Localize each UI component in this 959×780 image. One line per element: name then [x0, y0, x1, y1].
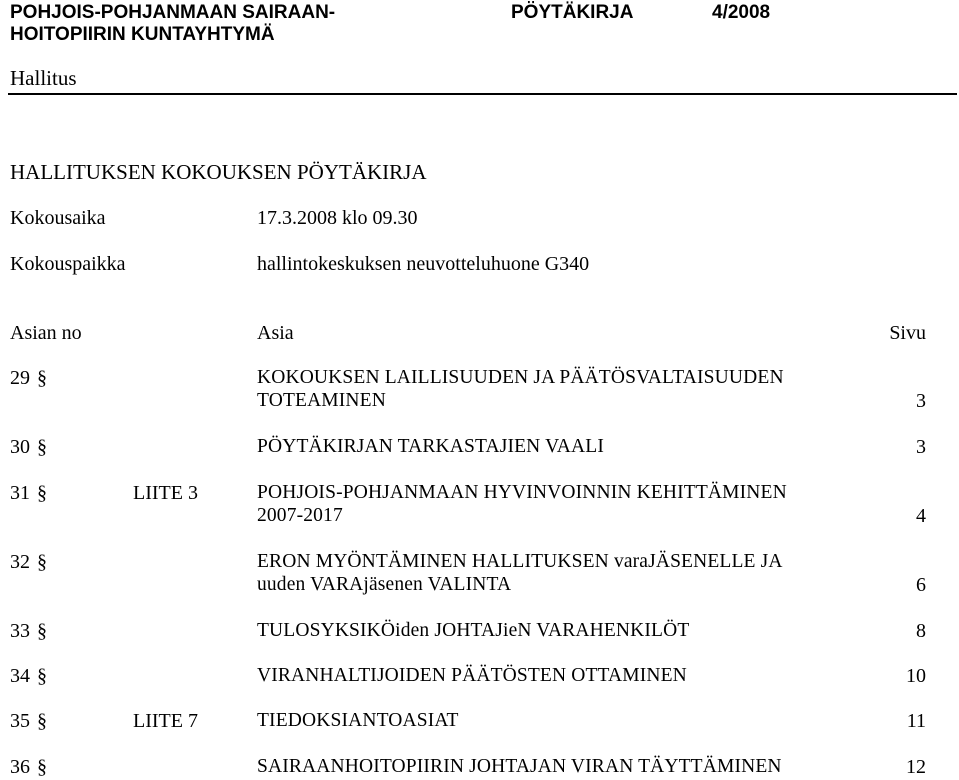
item-page: 3: [916, 436, 926, 458]
item-attachment: LIITE 7: [133, 710, 198, 732]
item-title-line: POHJOIS-POHJANMAAN HYVINVOINNIN KEHITTÄMINEN: [257, 482, 787, 503]
agenda-item: [0, 436, 959, 460]
header-divider: [8, 93, 957, 95]
item-title-line: KOKOUKSEN LAILLISUUDEN JA PÄÄTÖSVALTAISUUDEN: [257, 367, 784, 388]
item-page: 3: [916, 390, 926, 412]
section-sign: §: [37, 436, 47, 458]
meeting-time-value: 17.3.2008 klo 09.30: [257, 207, 418, 229]
item-page: 11: [906, 710, 926, 732]
agenda-item: [0, 367, 959, 413]
doc-type: PÖYTÄKIRJA: [511, 2, 634, 23]
section-sign: §: [37, 482, 47, 504]
agenda-item: [0, 665, 959, 689]
meeting-time-label: Kokousaika: [10, 207, 106, 229]
section-sign: §: [37, 551, 47, 573]
item-attachment: LIITE 3: [133, 482, 198, 504]
item-number: 29: [10, 367, 30, 389]
column-header-no: Asian no: [10, 322, 82, 344]
column-header-sivu: Sivu: [889, 322, 926, 344]
section-sign: §: [37, 367, 47, 389]
item-title-line: VIRANHALTIJOIDEN PÄÄTÖSTEN OTTAMINEN: [257, 665, 687, 686]
item-title-line: TIEDOKSIANTOASIAT: [257, 710, 459, 731]
item-number: 34: [10, 665, 30, 687]
item-page: 12: [906, 756, 926, 778]
section-sign: §: [37, 620, 47, 642]
item-number: 30: [10, 436, 30, 458]
item-title-line: PÖYTÄKIRJAN TARKASTAJIEN VAALI: [257, 436, 604, 457]
item-number: 35: [10, 710, 30, 732]
meeting-place-label: Kokouspaikka: [10, 253, 126, 275]
governing-body: Hallitus: [10, 66, 77, 90]
section-sign: §: [37, 710, 47, 732]
agenda-item: [0, 620, 959, 644]
meeting-place-value: hallintokeskuksen neuvotteluhuone G340: [257, 253, 590, 275]
item-title-line: 2007-2017: [257, 505, 343, 526]
item-page: 4: [916, 505, 926, 527]
page-title: HALLITUKSEN KOKOUKSEN PÖYTÄKIRJA: [10, 160, 427, 184]
item-page: 8: [916, 620, 926, 642]
item-title-line: TULOSYKSIKÖiden JOHTAJieN VARAHENKILÖT: [257, 620, 690, 641]
org-name-line1: POHJOIS-POHJANMAAN SAIRAAN-: [10, 2, 336, 23]
item-number: 33: [10, 620, 30, 642]
doc-number: 4/2008: [712, 2, 771, 23]
org-name-line2: HOITOPIIRIN KUNTAYHTYMÄ: [10, 24, 275, 45]
agenda-item: [0, 551, 959, 597]
item-title-line: TOTEAMINEN: [257, 390, 386, 411]
item-title-line: ERON MYÖNTÄMINEN HALLITUKSEN varaJÄSENELLE JA: [257, 551, 783, 572]
item-page: 6: [916, 574, 926, 596]
item-number: 32: [10, 551, 30, 573]
agenda-item: [0, 710, 959, 734]
section-sign: §: [37, 756, 47, 778]
item-title-line: SAIRAANHOITOPIIRIN JOHTAJAN VIRAN TÄYTTÄMINEN: [257, 756, 782, 777]
section-sign: §: [37, 665, 47, 687]
column-header-asia: Asia: [257, 322, 294, 344]
item-page: 10: [906, 665, 926, 687]
item-number: 36: [10, 756, 30, 778]
item-title-line: uuden VARAjäsenen VALINTA: [257, 574, 512, 595]
item-number: 31: [10, 482, 30, 504]
agenda-item: [0, 482, 959, 528]
agenda-item: [0, 756, 959, 780]
